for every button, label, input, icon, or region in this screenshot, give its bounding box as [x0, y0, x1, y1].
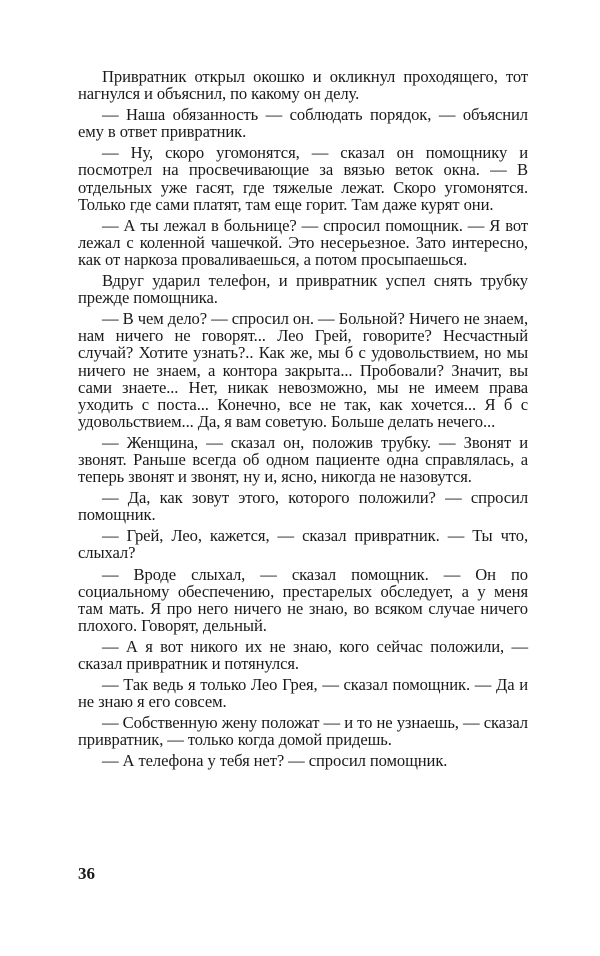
paragraph-7: — Женщина, — сказал он, положив трубку. — Звонят и звонят. Раньше всегда об одном пациенте одна справлялась, а теперь звонят и звонят, ну и, ясно, никогда не назовутся. [78, 432, 528, 487]
paragraph-3: — Ну, скоро угомонятся, — сказал он помощнику и посмотрел на просвечивающие за вязью веток окна. — В отдельных уже гасят, где тяжелые лежат. Скоро угомонятся. Только где сами платят, там еще горит. Там даже курят они. [78, 143, 528, 214]
body-text [78, 68, 528, 774]
paragraph-5: Вдруг ударил телефон, и привратник успел снять трубку прежде помощника. [78, 271, 528, 308]
paragraph-1: Привратник открыл окошко и окликнул проходящего, тот нагнулся и объяснил, по какому он делу. [78, 67, 528, 104]
paragraph-14: — А телефона у тебя нет? — спросил помощник. [102, 751, 448, 771]
paragraph-8: — Да, как зовут этого, которого положили? — спросил помощник. [78, 488, 528, 525]
page-number: 36 [78, 864, 95, 883]
paragraph-13: — Собственную жену положат — и то не узнаешь, — сказал привратник, — только когда домой придешь. [78, 713, 528, 750]
paragraph-12: — Так ведь я только Лео Грея, — сказал помощник. — Да и не знаю я его совсем. [78, 675, 528, 712]
paragraph-9: — Грей, Лео, кажется, — сказал привратник. — Ты что, слыхал? [78, 526, 528, 563]
paragraph-11: — А я вот никого их не знаю, кого сейчас положили, — сказал привратник и потянулся. [78, 636, 528, 673]
paragraph-10: — Вроде слыхал, — сказал помощник. — Он по социальному обеспечению, престарелых обследует, а у меня там мать. Я про него ничего не знаю, во всяком случае ничего плохого. Говорят, дельный. [78, 564, 528, 635]
paragraph-4: — А ты лежал в больнице? — спросил помощник. — Я вот лежал с коленной чашечкой. Это несерьезное. Зато интересно, как от наркоза проваливаешься, а потом просыпаешься. [78, 215, 528, 269]
paragraph-6: — В чем дело? — спросил он. — Больной? Ничего не знаем, нам ничего не говорят... Лео Грей, говорите? Несчастный случай? Хотите узнать?.. Как же, мы б с удовольствием, но мы ничего не знаем, а контора закрыта... Пробовали? Значит, вы сами знаете... Нет, никак невозможно, мы не имеем права уходить с поста... Конечно, все не так, как хочется... Я б с удовольствием... Да, я вам советую. Больше делать нечего... [78, 309, 528, 431]
paragraph-2: — Наша обязанность — соблюдать порядок, — объяснил ему в ответ привратник. [78, 105, 528, 142]
